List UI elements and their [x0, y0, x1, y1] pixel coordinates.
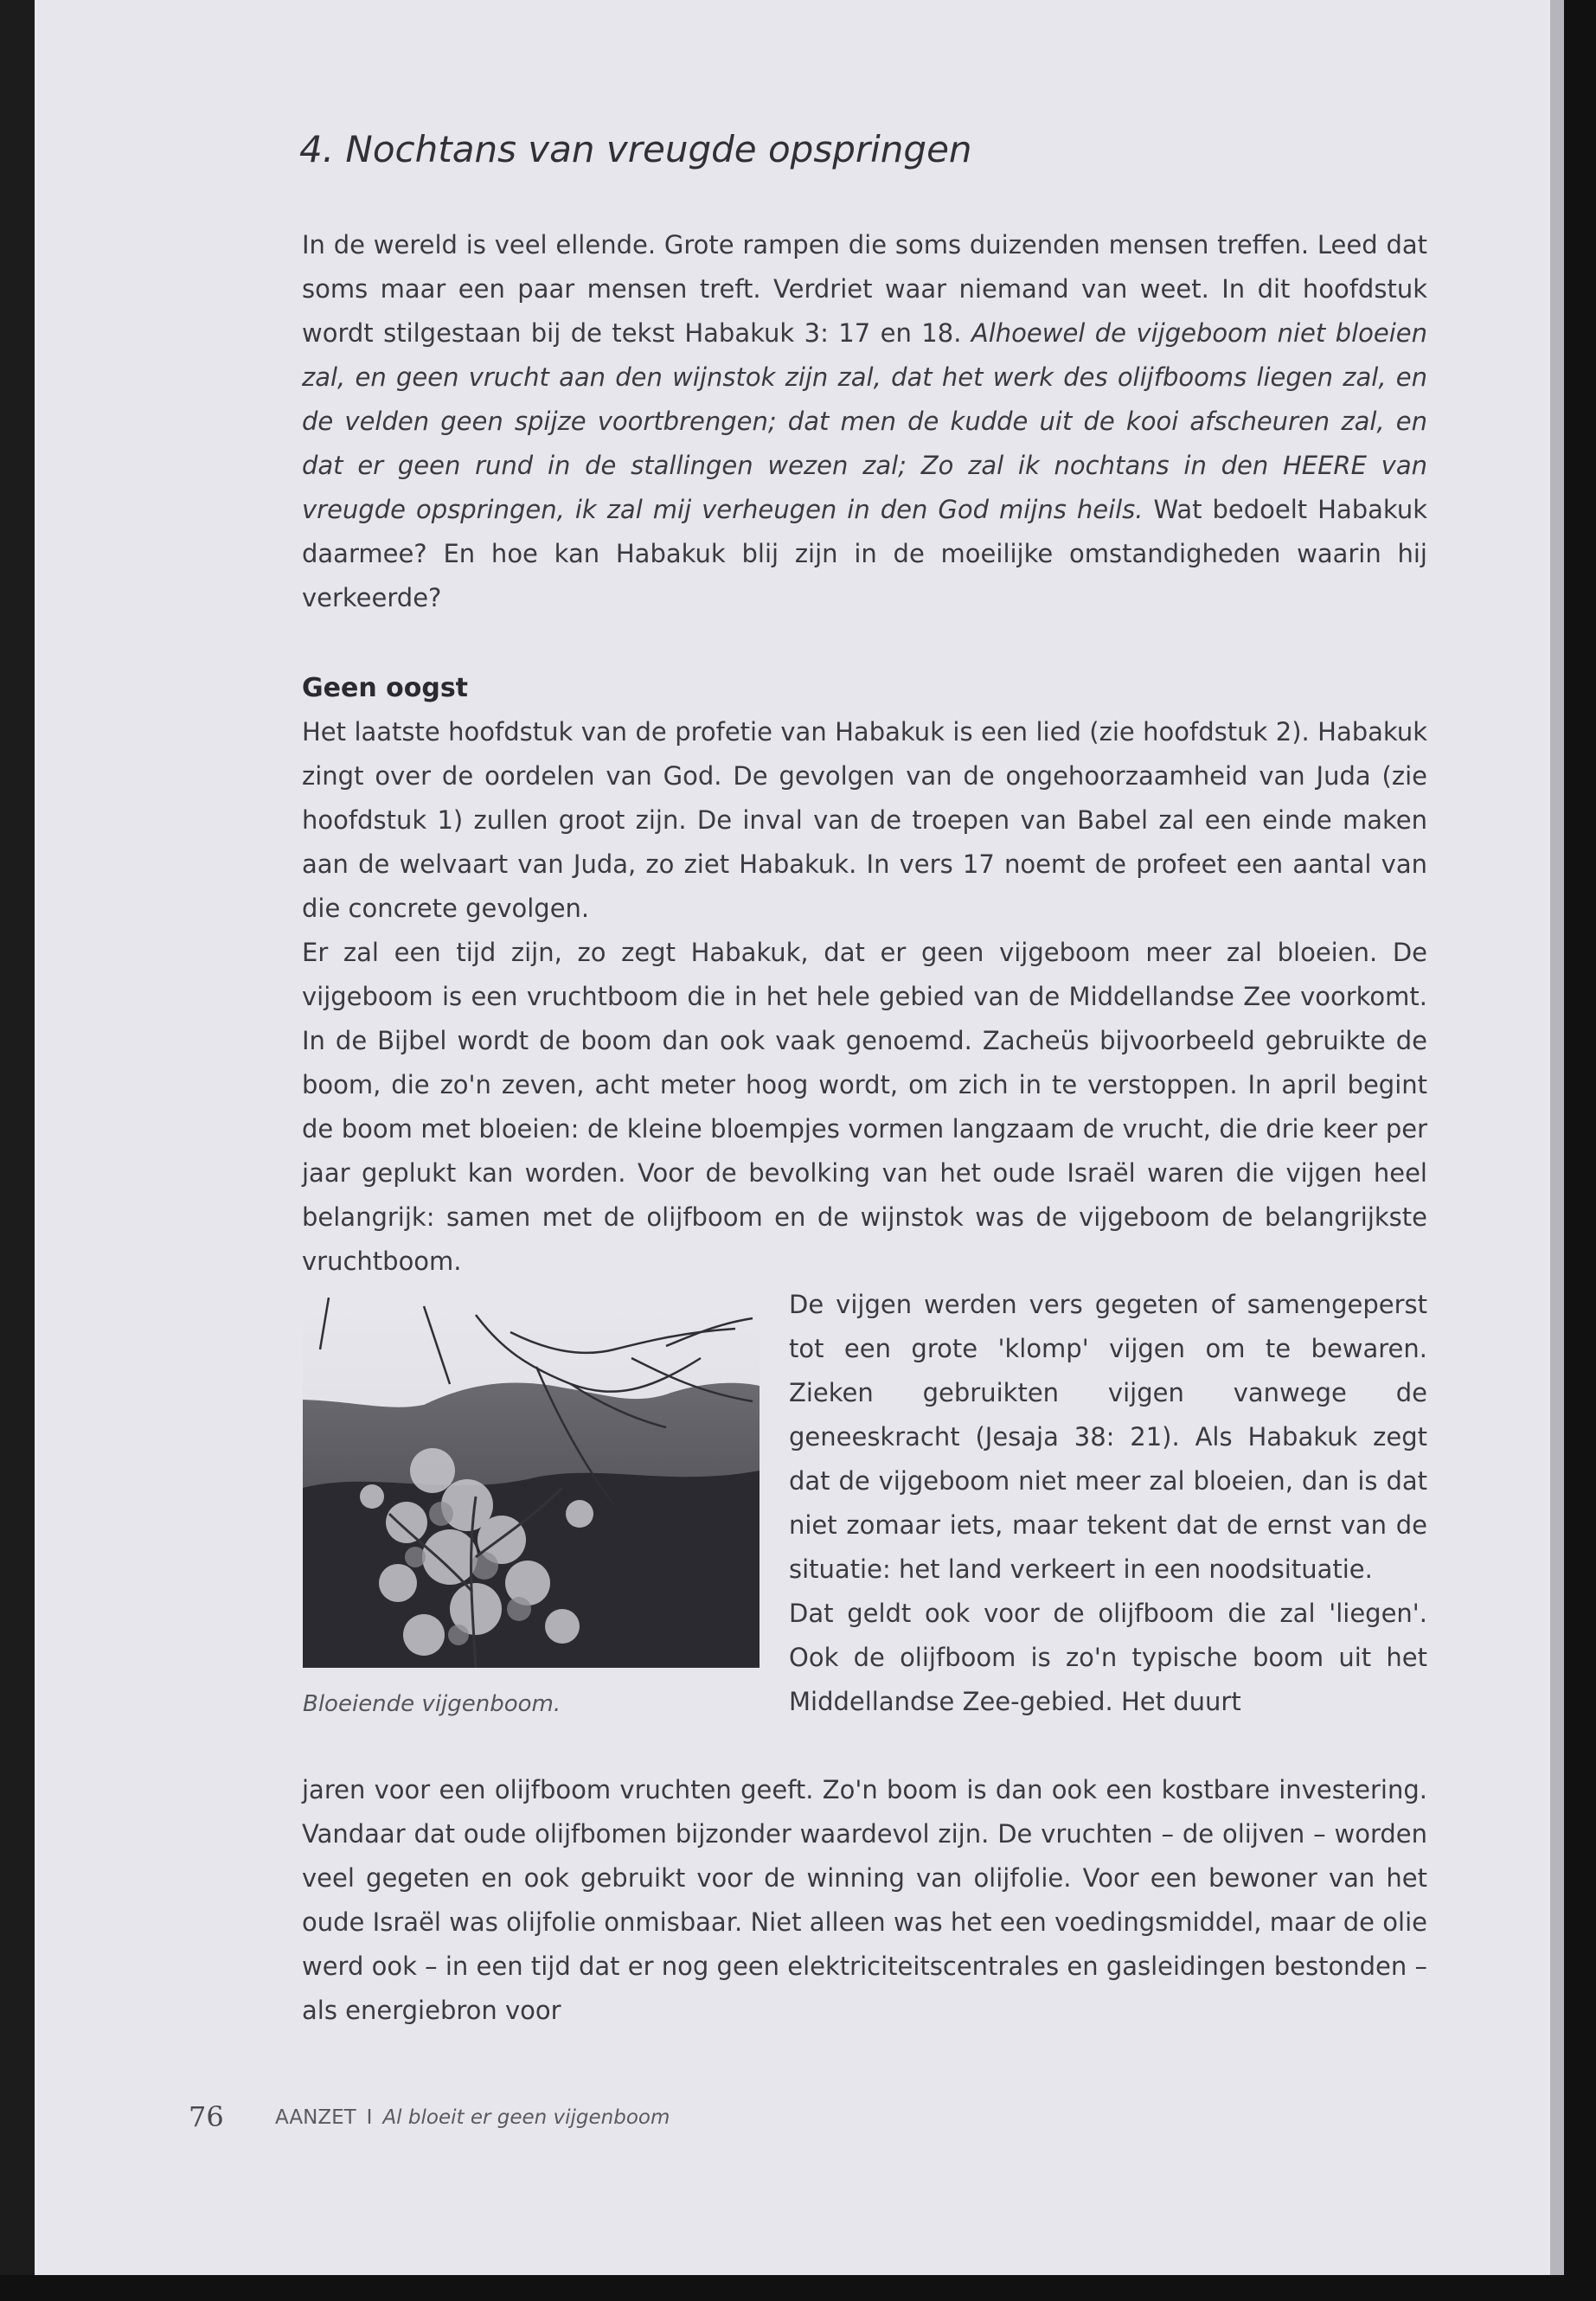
scan-border-bottom [0, 2275, 1596, 2301]
intro-text-1: In de wereld is veel ellende. Grote rampen die soms duizenden mensen treffen. Leed dat soms maar een paar mensen treft. Verdriet waar niemand van weet. In dit hoofdstuk wordt stilgestaan bij de tekst Habakuk 3: 17 en 18. [302, 230, 1427, 348]
section-body-top [302, 710, 1427, 1284]
figure-caption: Bloeiende vijgenboom. [303, 1691, 561, 1717]
section-heading: Geen oogst [302, 673, 469, 703]
chapter-title: 4. Nochtans van vreugde opspringen [299, 128, 972, 170]
paragraph-3: De vijgen werden vers gegeten of samengeperst tot een grote 'klomp' vijgen om te bewaren. Zieken gebruikten vijgen vanwege de geneeskracht (Jesaja 38: 21). Als Habakuk zegt dat de vijgeboom niet meer zal bloeien, dan is dat niet zomaar iets, maar tekent dat de ernst van de situatie: het land verkeert in een noodsituatie. [789, 1290, 1427, 1584]
page-spine-edge [1550, 0, 1564, 2275]
section-body-bottom [302, 1768, 1427, 2033]
page-number: 76 [189, 2100, 224, 2133]
intro-paragraph [302, 223, 1427, 620]
series-name: AANZET [275, 2106, 356, 2129]
wrapped-text-column [789, 1283, 1427, 1724]
running-footer [275, 2106, 670, 2129]
scan-border-right [1564, 0, 1596, 2301]
paragraph-1: Het laatste hoofdstuk van de profetie van Habakuk is een lied (zie hoofdstuk 2). Habakuk zingt over de oordelen van God. De gevolgen van de ongehoorzaamheid van Juda (zie hoofdstuk 1) zullen groot zijn. De inval van de troepen van Babel zal een einde maken aan de welvaart van Juda, zo ziet Habakuk. In vers 17 noemt de profeet een aantal van die concrete gevolgen. [302, 717, 1427, 923]
paragraph-4-continued: jaren voor een olijfboom vruchten geeft. Zo'n boom is dan ook een kostbare investering. Vandaar dat oude olijfbomen bijzonder waardevol zijn. De vruchten – de olijven – worden veel gegeten en ook gebruikt voor de winning van olijfolie. Voor een bewoner van het oude Israël was olijfolie onmisbaar. Niet alleen was het een voedingsmiddel, maar de olie werd ook – in een tijd dat er nog geen elektriciteitscentrales en gasleidingen bestonden – als energiebron voor [302, 1775, 1427, 2025]
bible-quote: Alhoewel de vijgeboom niet bloeien zal, en geen vrucht aan den wijnstok zijn zal, dat het werk des olijfbooms liegen zal, en de velden geen spijze voortbrengen; dat men de kudde uit de kooi afscheuren zal, en dat er geen rund in de stallingen wezen zal; Zo zal ik nochtans in den HEERE van vreugde opspringen, ik zal mij verheugen in den God mijns heils. [302, 318, 1427, 524]
intro-text-2: Wat bedoelt Habakuk daarmee? En hoe kan Habakuk blij zijn in de moeilijke omstandigheden waarin hij verkeerde? [302, 495, 1427, 612]
fig-tree-photo [303, 1298, 760, 1668]
book-title: Al bloeit er geen vijgenboom [382, 2106, 670, 2129]
footer-separator: I [366, 2106, 373, 2129]
paragraph-4-start: Dat geldt ook voor de olijfboom die zal 'liegen'. Ook de olijfboom is zo'n typische boom uit het Middellandse Zee-gebied. Het duurt [789, 1599, 1427, 1716]
paragraph-2: Er zal een tijd zijn, zo zegt Habakuk, dat er geen vijgeboom meer zal bloeien. De vijgeboom is een vruchtboom die in het hele gebied van de Middellandse Zee voorkomt. In de Bijbel wordt de boom dan ook vaak genoemd. Zacheüs bijvoorbeeld gebruikte de boom, die zo'n zeven, acht meter hoog wordt, om zich in te verstoppen. In april begint de boom met bloeien: de kleine bloempjes vormen langzaam de vrucht, die drie keer per jaar geplukt kan worden. Voor de bevolking van het oude Israël waren die vijgen heel belangrijk: samen met de olijfboom en de wijnstok was de vijgeboom de belangrijkste vruchtboom. [302, 938, 1427, 1276]
